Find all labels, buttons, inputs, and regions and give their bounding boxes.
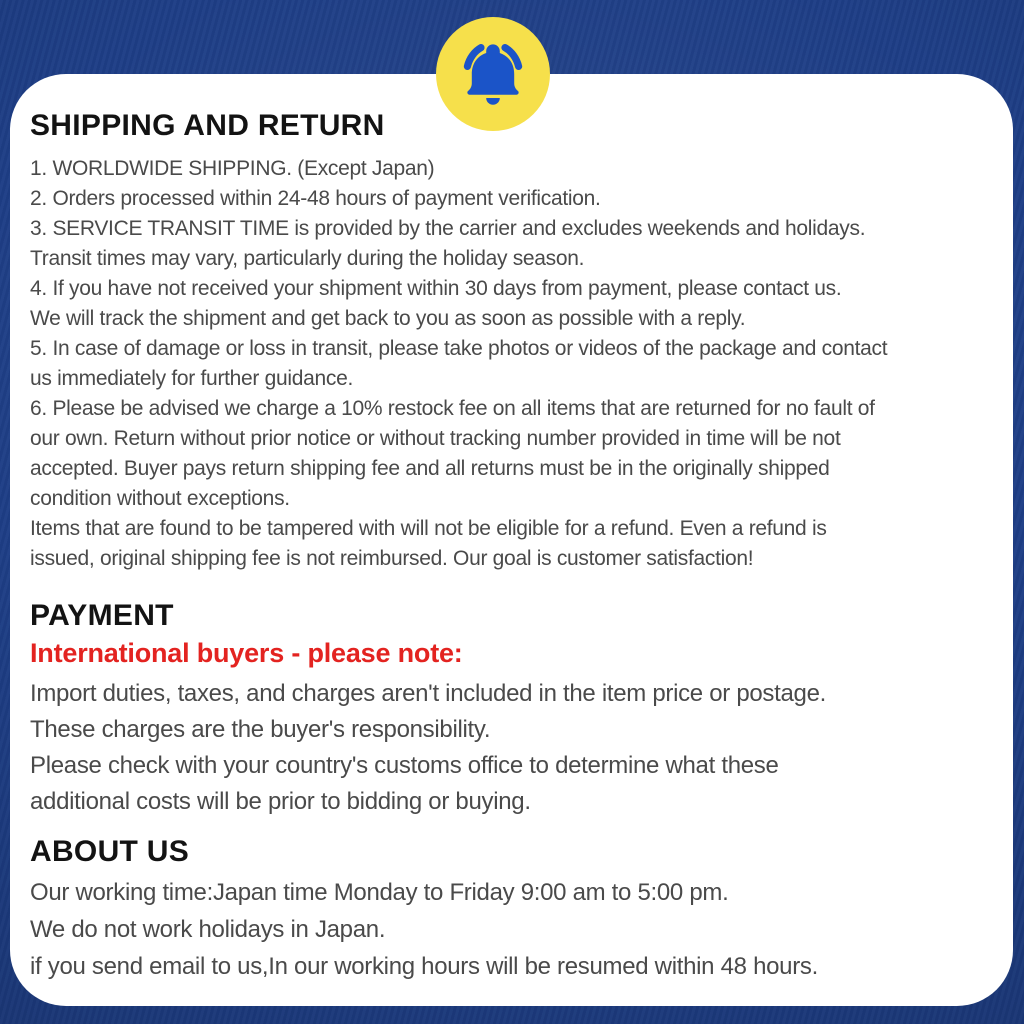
notification-badge — [436, 17, 550, 131]
shipping-line: 6. Please be advised we charge a 10% restock fee on all items that are returned for no fault of — [30, 397, 875, 420]
payment-line: additional costs will be prior to bidding or buying. — [30, 788, 531, 815]
shipping-line: accepted. Buyer pays return shipping fee and all returns must be in the originally shipped — [30, 457, 830, 480]
payment-line: Import duties, taxes, and charges aren't included in the item price or postage. — [30, 680, 827, 707]
shipping-section — [30, 154, 995, 574]
shipping-line: us immediately for further guidance. — [30, 367, 354, 390]
shipping-line: condition without exceptions. — [30, 487, 290, 510]
shipping-and-return-heading: SHIPPING AND RETURN — [30, 109, 385, 142]
about-line: if you send email to us,In our working hours will be resumed within 48 hours. — [30, 953, 818, 980]
shipping-line: 4. If you have not received your shipment within 30 days from payment, please contact us. — [30, 277, 842, 300]
about-us-heading: ABOUT US — [30, 835, 190, 868]
shipping-line: 5. In case of damage or loss in transit, please take photos or videos of the package and contact — [30, 337, 888, 360]
shipping-line: Transit times may vary, particularly during the holiday season. — [30, 247, 585, 270]
bell-icon — [453, 34, 533, 114]
shipping-line: We will track the shipment and get back to you as soon as possible with a reply. — [30, 307, 746, 330]
about-line: We do not work holidays in Japan. — [30, 916, 386, 943]
shipping-line: 1. WORLDWIDE SHIPPING. (Except Japan) — [30, 157, 435, 180]
shipping-line: 3. SERVICE TRANSIT TIME is provided by the carrier and excludes weekends and holidays. — [30, 217, 866, 240]
payment-heading: PAYMENT — [30, 599, 174, 632]
shipping-line: our own. Return without prior notice or without tracking number provided in time will be not — [30, 427, 841, 450]
about-section — [30, 874, 995, 985]
payment-line: These charges are the buyer's responsibility. — [30, 716, 491, 743]
payment-section — [30, 676, 995, 820]
shipping-line: Items that are found to be tampered with will not be eligible for a refund. Even a refund is — [30, 517, 827, 540]
about-line: Our working time:Japan time Monday to Friday 9:00 am to 5:00 pm. — [30, 879, 729, 906]
shipping-line: 2. Orders processed within 24-48 hours of payment verification. — [30, 187, 601, 210]
shipping-line: issued, original shipping fee is not reimbursed. Our goal is customer satisfaction! — [30, 547, 754, 570]
international-buyers-note: International buyers - please note: — [30, 638, 463, 668]
policy-card — [10, 74, 1013, 1006]
payment-line: Please check with your country's customs office to determine what these — [30, 752, 779, 779]
